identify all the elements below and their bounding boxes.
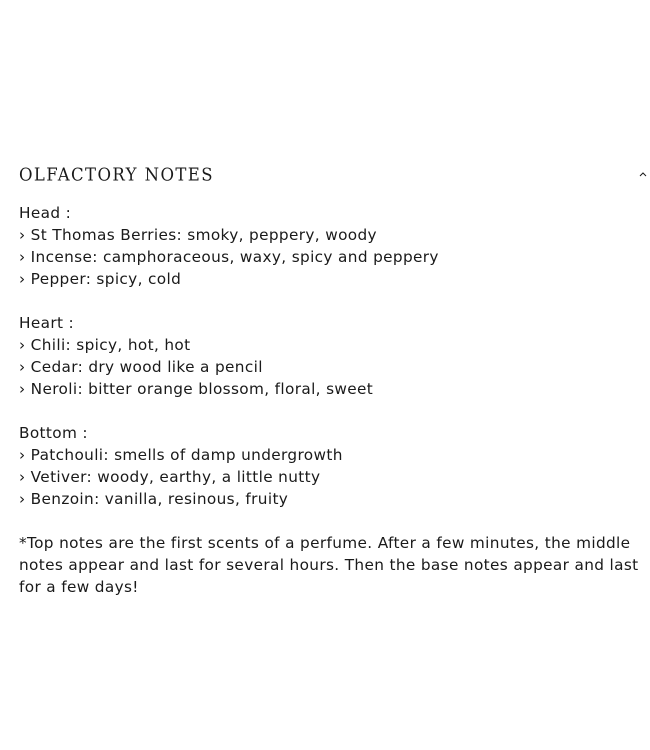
olfactory-notes-section: [19, 160, 650, 598]
note-item: › Incense: camphoraceous, waxy, spicy and peppery: [19, 248, 439, 266]
note-item: › Neroli: bitter orange blossom, floral, sweet: [19, 380, 374, 398]
accordion-content: [19, 202, 650, 598]
chevron-up-icon[interactable]: [638, 169, 648, 179]
head-notes-label: Head :: [19, 204, 72, 222]
note-item: › Benzoin: vanilla, resinous, fruity: [19, 490, 289, 508]
note-item: › Patchouli: smells of damp undergrowth: [19, 446, 343, 464]
note-item: › Chili: spicy, hot, hot: [19, 336, 191, 354]
note-item: › Cedar: dry wood like a pencil: [19, 358, 263, 376]
olfactory-notes-accordion-header[interactable]: [19, 160, 650, 188]
section-title: OLFACTORY NOTES: [19, 164, 214, 184]
bottom-notes-group: [19, 422, 650, 510]
heart-notes-group: [19, 312, 650, 400]
note-item: › Pepper: spicy, cold: [19, 270, 182, 288]
notes-footnote: *Top notes are the first scents of a perfume. After a few minutes, the middle notes appear and last for several hours. Then the base notes appear and last for a few days!: [19, 534, 639, 596]
heart-notes-label: Heart :: [19, 314, 75, 332]
note-item: › St Thomas Berries: smoky, peppery, woody: [19, 226, 377, 244]
head-notes-group: [19, 202, 650, 290]
bottom-notes-label: Bottom :: [19, 424, 88, 442]
note-item: › Vetiver: woody, earthy, a little nutty: [19, 468, 321, 486]
